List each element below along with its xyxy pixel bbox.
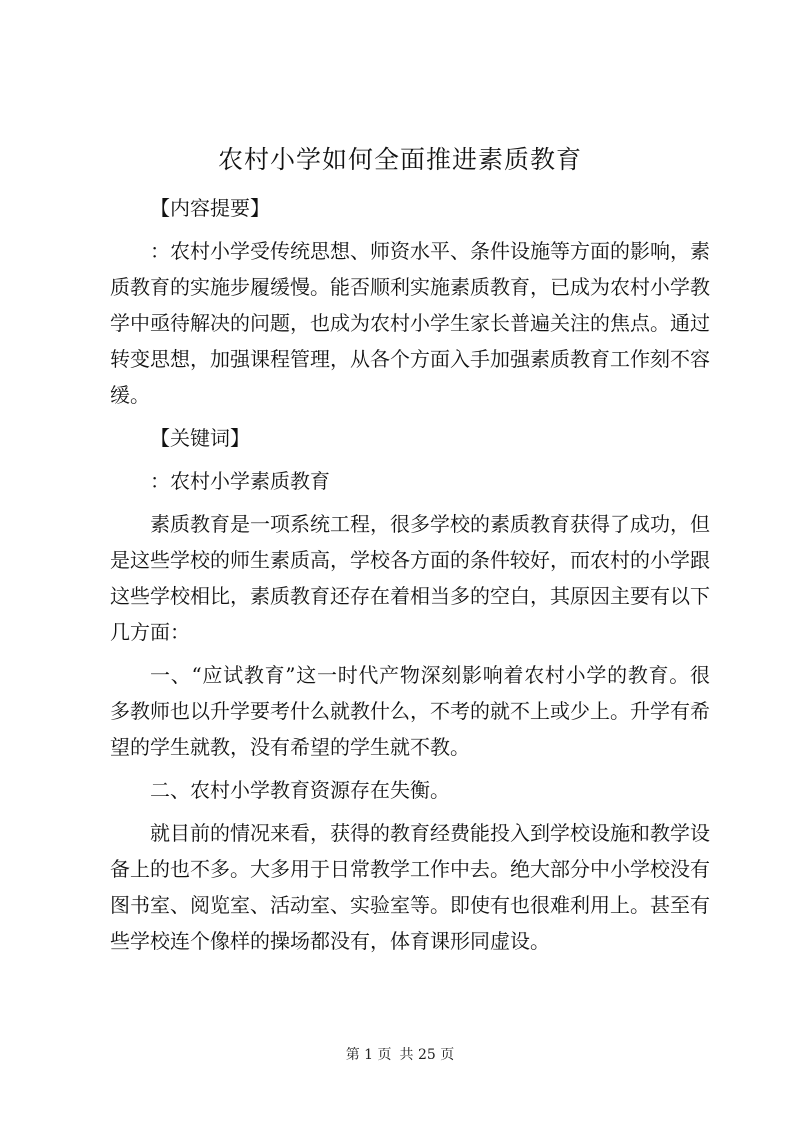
keywords-paragraph: ：农村小学素质教育 xyxy=(150,469,330,493)
section-heading-summary: 【内容提要】 xyxy=(150,196,270,220)
document-body xyxy=(110,190,710,959)
document-title: 农村小学如何全面推进素质教育 xyxy=(217,145,582,174)
body-paragraph: 一、“应试教育”这一时代产物深刻影响着农村小学的教育。很多教师也以升学要考什么就教什么，不考的就不上或少上。升学有希望的学生就教，没有希望的学生就不教。 xyxy=(110,663,710,759)
body-paragraph: 二、农村小学教育资源存在失衡。 xyxy=(150,778,450,802)
page-number: 第 1 页 xyxy=(345,1047,392,1063)
body-paragraph: 素质教育是一项系统工程，很多学校的素质教育获得了成功，但是这些学校的师生素质高，学校各方面的条件较好，而农村的小学跟这些学校相比，素质教育还存在着相当多的空白，其原因主要有以下几方面： xyxy=(110,512,710,644)
summary-paragraph: ：农村小学受传统思想、师资水平、条件设施等方面的影响，素质教育的实施步履缓慢。能否顺利实施素质教育，已成为农村小学教学中亟待解决的问题，也成为农村小学生家长普遍关注的焦点。通过转变思想，加强课程管理，从各个方面入手加强素质教育工作刻不容缓。 xyxy=(110,239,710,407)
section-heading-keywords: 【关键词】 xyxy=(150,426,250,450)
page-footer xyxy=(0,1045,800,1065)
total-pages: 共 25 页 xyxy=(399,1047,455,1063)
body-paragraph: 就目前的情况来看，获得的教育经费能投入到学校设施和教学设备上的也不多。大多用于日常教学工作中去。绝大部分中小学校没有图书室、阅览室、活动室、实验室等。即使有也很难利用上。甚至有些学校连个像样的操场都没有，体育课形同虚设。 xyxy=(110,821,710,953)
